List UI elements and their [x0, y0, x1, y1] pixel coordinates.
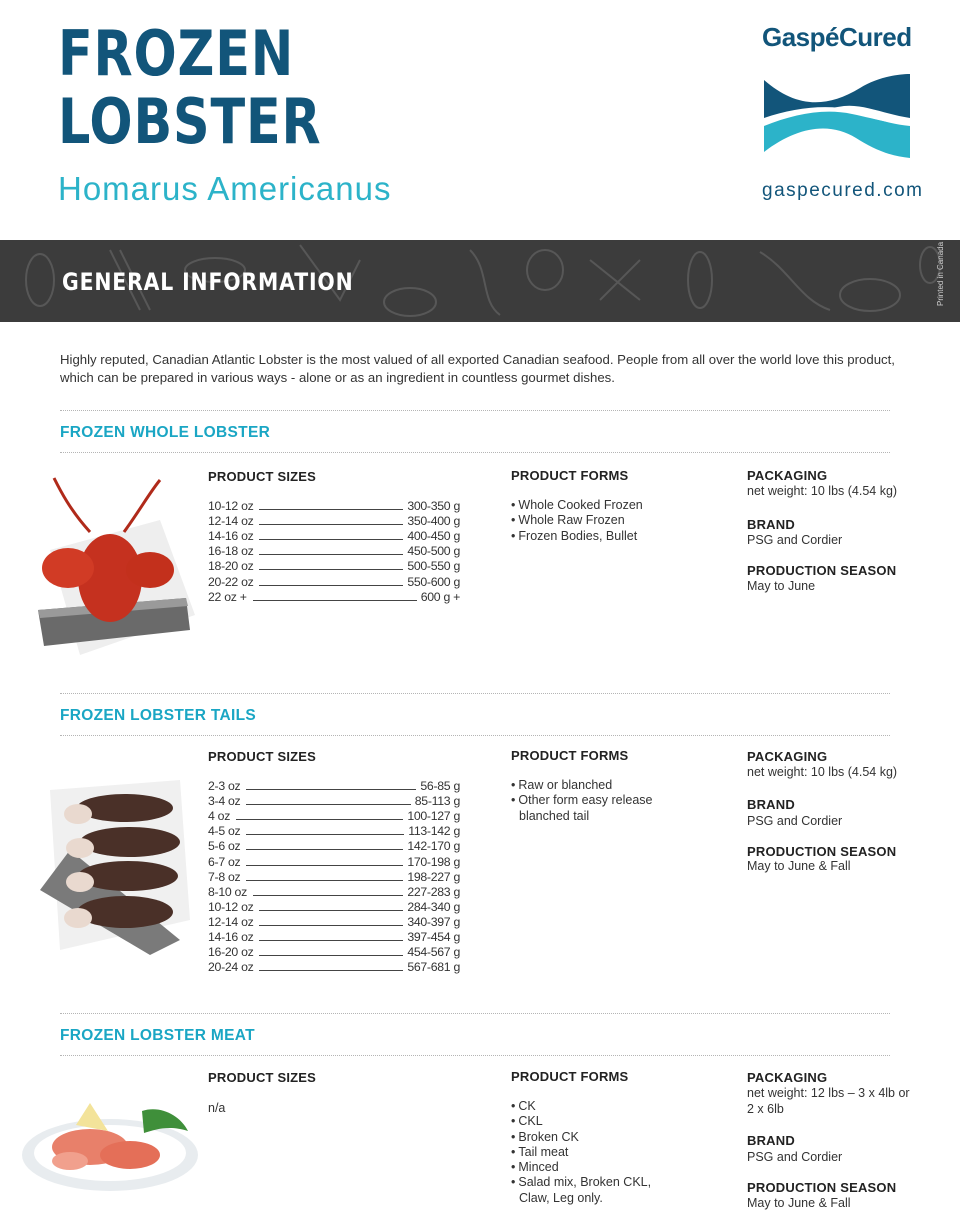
fish-logo-icon: [764, 74, 910, 158]
leader-line: [259, 955, 403, 956]
intro-paragraph: Highly reputed, Canadian Atlantic Lobster is the most valued of all exported Canadian seafood. People from all over the world love this product, which can be prepared in various ways - alone or as an ingredient in countless gourmet dishes.: [60, 352, 895, 385]
label-product-forms: PRODUCT FORMS: [511, 1069, 629, 1084]
label-packaging: PACKAGING: [747, 468, 828, 483]
size-oz: 3-4 oz: [208, 794, 241, 809]
label-brand: BRAND: [747, 1133, 795, 1148]
size-oz: 14-16 oz: [208, 930, 254, 945]
leader-line: [253, 600, 417, 601]
size-row: [208, 513, 460, 528]
leader-line: [246, 804, 410, 805]
section-title-tails: FROZEN LOBSTER TAILS: [60, 707, 257, 724]
divider: [60, 1013, 890, 1014]
divider: [60, 1055, 890, 1056]
size-g: 170-198 g: [407, 854, 460, 869]
label-packaging: PACKAGING: [747, 1070, 828, 1085]
list-item: • Frozen Bodies, Bullet: [511, 529, 691, 544]
leader-line: [246, 880, 403, 881]
packaging-value: net weight: 10 lbs (4.54 kg): [747, 484, 898, 498]
label-brand: BRAND: [747, 797, 795, 812]
label-production-season: PRODUCTION SEASON: [747, 563, 897, 578]
label-brand: BRAND: [747, 517, 795, 532]
size-oz: 14-16 oz: [208, 529, 254, 544]
size-oz: 4-5 oz: [208, 824, 241, 839]
size-g: 56-85 g: [420, 779, 460, 794]
size-row: [208, 869, 460, 884]
printed-note: Printed in Canada: [936, 241, 945, 306]
divider: [60, 452, 890, 453]
size-g: 397-454 g: [407, 930, 460, 945]
size-oz: 12-14 oz: [208, 914, 254, 929]
leader-line: [259, 585, 403, 586]
page-title: [58, 17, 322, 158]
season-value: May to June & Fall: [747, 859, 851, 873]
leader-line: [246, 849, 403, 850]
season-value: May to June: [747, 579, 816, 593]
packaging-value: net weight: 10 lbs (4.54 kg): [747, 765, 898, 779]
size-g: 198-227 g: [407, 869, 460, 884]
whole-lobster-photo: [10, 470, 210, 670]
leader-line: [246, 834, 404, 835]
size-g: 85-113 g: [414, 794, 460, 809]
size-list-whole: [208, 498, 460, 604]
size-list-tails: [208, 778, 460, 974]
size-oz: 12-14 oz: [208, 514, 254, 529]
size-row: [208, 778, 460, 793]
leader-line: [259, 940, 403, 941]
section-title-whole: FROZEN WHOLE LOBSTER: [60, 424, 271, 441]
size-row: [208, 944, 460, 959]
size-row: [208, 543, 460, 558]
size-g: 100-127 g: [407, 809, 460, 824]
size-row: [208, 853, 460, 868]
leader-line: [246, 789, 416, 790]
size-row: [208, 959, 460, 974]
list-item: • Whole Raw Frozen: [511, 513, 691, 528]
season-value: May to June & Fall: [747, 1196, 851, 1210]
size-oz: 22 oz +: [208, 589, 247, 604]
size-row: [208, 884, 460, 899]
size-g: 567-681 g: [407, 960, 460, 975]
size-oz: 4 oz: [208, 809, 231, 824]
size-g: 142-170 g: [407, 839, 460, 854]
size-oz: 10-12 oz: [208, 899, 254, 914]
list-item: • Salad mix, Broken CKL, Claw, Leg only.: [511, 1175, 681, 1206]
size-row: [208, 899, 460, 914]
title-line-1: FROZEN: [58, 17, 295, 90]
size-oz: 6-7 oz: [208, 854, 241, 869]
size-oz: 8-10 oz: [208, 884, 247, 899]
brand-logo-text: GaspéCured: [762, 22, 912, 52]
size-g: 500-550 g: [407, 559, 460, 574]
packaging-value: net weight: 12 lbs – 3 x 4lb or 2 x 6lb: [747, 1086, 910, 1116]
size-row: [208, 823, 460, 838]
label-production-season: PRODUCTION SEASON: [747, 844, 897, 859]
size-row: [208, 573, 460, 588]
size-row: [208, 838, 460, 853]
size-g: 227-283 g: [407, 884, 460, 899]
size-g: 340-397 g: [407, 914, 460, 929]
size-row: [208, 929, 460, 944]
forms-list-meat: [511, 1099, 681, 1206]
label-product-sizes: PRODUCT SIZES: [208, 749, 317, 764]
size-oz: 16-20 oz: [208, 945, 254, 960]
divider: [60, 735, 890, 736]
sizes-value: n/a: [208, 1101, 226, 1115]
size-row: [208, 793, 460, 808]
size-row: [208, 558, 460, 573]
list-item: • Tail meat: [511, 1145, 681, 1160]
size-oz: 5-6 oz: [208, 839, 241, 854]
size-oz: 2-3 oz: [208, 779, 241, 794]
list-item: • Other form easy release blanched tail: [511, 793, 661, 824]
list-item: • CK: [511, 1099, 681, 1114]
size-oz: 20-22 oz: [208, 574, 254, 589]
size-g: 550-600 g: [407, 574, 460, 589]
size-g: 300-350 g: [407, 499, 460, 514]
list-item: • Broken CK: [511, 1130, 681, 1145]
lobster-meat-photo: [20, 1085, 200, 1195]
size-row: [208, 914, 460, 929]
label-production-season: PRODUCTION SEASON: [747, 1180, 897, 1195]
size-row: [208, 528, 460, 543]
size-row: [208, 498, 460, 513]
size-g: 350-400 g: [407, 514, 460, 529]
leader-line: [236, 819, 403, 820]
leader-line: [259, 554, 403, 555]
size-oz: 18-20 oz: [208, 559, 254, 574]
leader-line: [246, 865, 403, 866]
section-heading: GENERAL INFORMATION: [62, 268, 354, 296]
leader-line: [259, 524, 403, 525]
size-g: 113-142 g: [408, 824, 460, 839]
label-product-sizes: PRODUCT SIZES: [208, 469, 317, 484]
size-oz: 7-8 oz: [208, 869, 241, 884]
brand-value: PSG and Cordier: [747, 1150, 843, 1164]
title-line-2: LOBSTER: [58, 85, 322, 158]
size-row: [208, 808, 460, 823]
label-product-sizes: PRODUCT SIZES: [208, 1070, 317, 1085]
list-item: • Whole Cooked Frozen: [511, 498, 691, 513]
list-item: • Raw or blanched: [511, 778, 661, 793]
size-oz: 16-18 oz: [208, 544, 254, 559]
brand-value: PSG and Cordier: [747, 814, 843, 828]
size-g: 284-340 g: [407, 899, 460, 914]
size-row: [208, 589, 460, 604]
page-subtitle: Homarus Americanus: [58, 170, 392, 207]
leader-line: [259, 970, 403, 971]
divider: [60, 410, 890, 411]
size-g: 450-500 g: [407, 544, 460, 559]
size-g: 454-567 g: [407, 945, 460, 960]
leader-line: [259, 925, 403, 926]
leader-line: [259, 910, 403, 911]
size-oz: 20-24 oz: [208, 960, 254, 975]
forms-list-tails: [511, 778, 661, 824]
divider: [60, 693, 890, 694]
leader-line: [259, 509, 403, 510]
brand-value: PSG and Cordier: [747, 533, 843, 547]
label-packaging: PACKAGING: [747, 749, 828, 764]
section-title-meat: FROZEN LOBSTER MEAT: [60, 1027, 255, 1044]
leader-line: [259, 569, 403, 570]
list-item: • CKL: [511, 1114, 681, 1129]
forms-list-whole: [511, 498, 691, 544]
lobster-tails-photo: [30, 770, 190, 960]
size-oz: 10-12 oz: [208, 499, 254, 514]
general-information-banner: [0, 240, 960, 322]
size-g: 600 g +: [420, 589, 460, 604]
leader-line: [259, 539, 403, 540]
leader-line: [253, 895, 403, 896]
size-g: 400-450 g: [407, 529, 460, 544]
label-product-forms: PRODUCT FORMS: [511, 748, 629, 763]
label-product-forms: PRODUCT FORMS: [511, 468, 629, 483]
website-link[interactable]: gaspecured.com: [762, 180, 924, 201]
list-item: • Minced: [511, 1160, 681, 1175]
